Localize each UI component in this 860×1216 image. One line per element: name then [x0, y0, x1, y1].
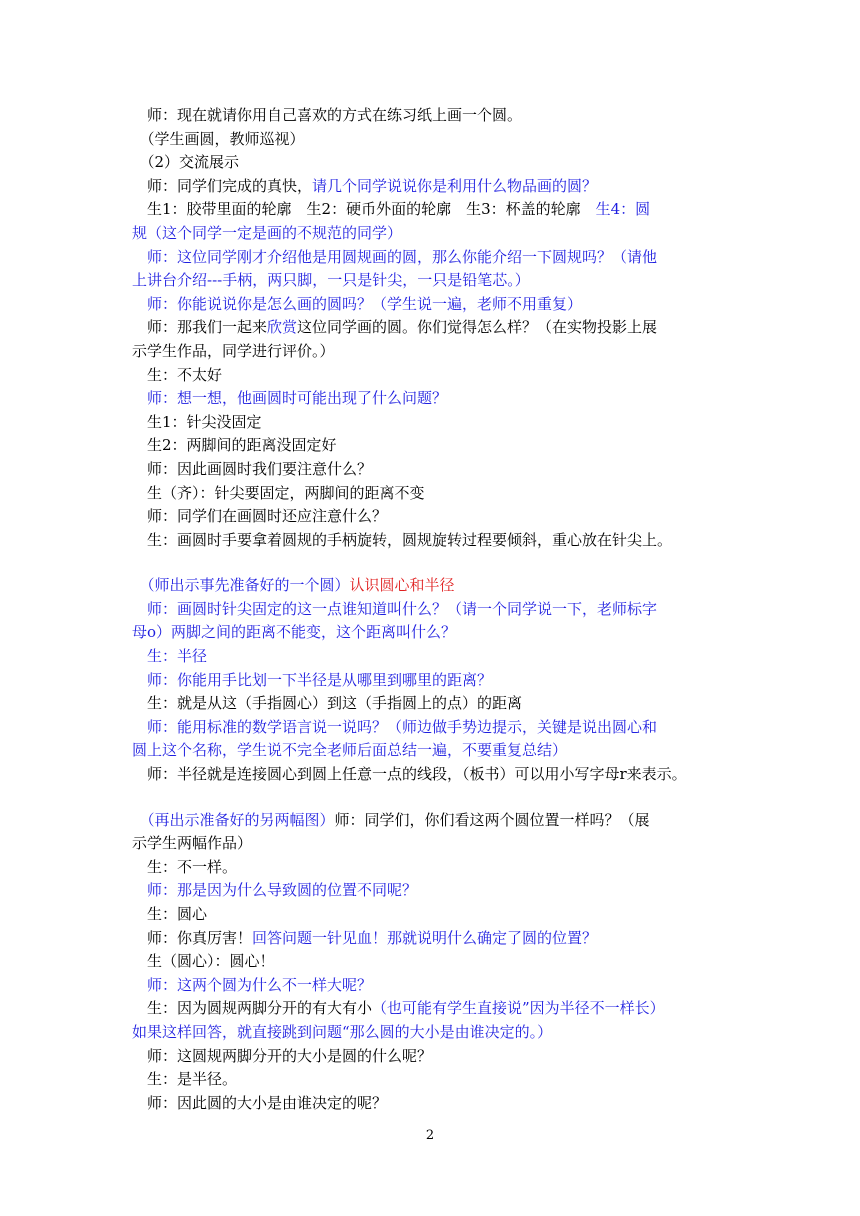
text-segment: 师：能用标准的数学语言说一说吗？（师边做手势边提示，关键是说出圆心和	[132, 717, 658, 736]
text-line	[132, 832, 742, 856]
page-number: 2	[425, 1128, 435, 1143]
text-segment: 师：你能用手比划一下半径是从哪里到哪里的距离？	[132, 670, 493, 689]
text-segment: 生（圆心）：圆心！	[132, 952, 275, 971]
text-segment: 师：这圆规两脚分开的大小是圆的什么呢？	[132, 1046, 433, 1065]
text-segment: 规（这个同学一定是画的不规范的同学）	[132, 223, 403, 242]
text-line	[132, 387, 742, 411]
text-segment: 生：不一样。	[132, 857, 238, 876]
text-segment: （也可能有学生直接说”因为半径不一样长）	[372, 999, 665, 1018]
text-line	[132, 716, 742, 740]
text-segment: 欣赏	[267, 318, 298, 337]
text-segment: 生4：圆	[595, 200, 651, 219]
text-segment: 生（齐）：针尖要固定，两脚间的距离不变	[132, 483, 425, 502]
text-line	[132, 293, 742, 317]
text-line	[132, 692, 742, 716]
text-segment: 师：因此圆的大小是由谁决定的呢？	[132, 1093, 388, 1112]
text-segment: 认识圆心和半径	[349, 576, 455, 595]
text-line	[132, 950, 742, 974]
text-line	[132, 222, 742, 246]
text-line	[132, 903, 742, 927]
text-line	[132, 458, 742, 482]
text-segment: 师：那是因为什么导致圆的位置不同呢？	[132, 881, 418, 900]
paragraph-gap	[132, 787, 742, 809]
text-segment: 师：因此画圆时我们要注意什么？	[132, 459, 373, 478]
text-segment: 师：画圆时针尖固定的这一点谁知道叫什么？（请一个同学说一下，老师标字	[132, 599, 658, 618]
text-line	[132, 669, 742, 693]
text-line	[132, 128, 742, 152]
text-segment: 师：想一想，他画圆时可能出现了什么问题？	[132, 389, 448, 408]
text-line	[132, 411, 742, 435]
text-line	[132, 269, 742, 293]
text-segment: 如果这样回答，就直接跳到问题“那么圆的大小是由谁决定的。）	[132, 1022, 553, 1041]
text-line	[132, 1092, 742, 1116]
text-segment: 生1：针尖没固定	[132, 412, 262, 431]
text-line	[132, 809, 742, 833]
text-line	[132, 621, 742, 645]
text-segment: 生：就是从这（手指圆心）到这（手指圆上的点）的距离	[132, 694, 523, 713]
text-line	[132, 198, 742, 222]
text-segment: 师：那我们一起来	[132, 318, 268, 337]
text-segment: 母o）两脚之间的距离不能变，这个距离叫什么？	[132, 623, 457, 642]
text-segment: 示学生两幅作品）	[132, 834, 253, 853]
text-line	[132, 879, 742, 903]
text-segment: 生：半径	[132, 647, 208, 666]
text-line	[132, 505, 742, 529]
paragraph-gap	[132, 552, 742, 574]
text-line	[132, 856, 742, 880]
text-segment: 示学生作品，同学进行评价。）	[132, 341, 335, 360]
text-segment: 师：你真厉害！	[132, 928, 253, 947]
text-line	[132, 434, 742, 458]
text-line	[132, 927, 742, 951]
text-segment: 生：画圆时手要拿着圆规的手柄旋转，圆规旋转过程要倾斜，重心放在针尖上。	[132, 530, 673, 549]
text-line	[132, 340, 742, 364]
text-line	[132, 574, 742, 598]
text-segment: 师：你能说说你是怎么画的圆吗？（学生说一遍，老师不用重复）	[132, 294, 583, 313]
text-line	[132, 151, 742, 175]
text-segment: 师：同学们，你们看这两个圆位置一样吗？（展	[334, 810, 650, 829]
text-line	[132, 645, 742, 669]
text-segment: 上讲台介绍---手柄，两只脚，一只是针尖，一只是铅笔芯。）	[132, 271, 530, 290]
text-line	[132, 482, 742, 506]
text-segment: （学生画圆，教师巡视）	[132, 129, 305, 148]
text-line	[132, 316, 742, 340]
text-line	[132, 739, 742, 763]
text-line	[132, 1068, 742, 1092]
text-segment: 生：圆心	[132, 905, 208, 923]
text-segment: 师：这位同学刚才介绍他是用圆规画的圆，那么你能介绍一下圆规吗？（请他	[132, 247, 658, 266]
text-segment: 师：半径就是连接圆心到圆上任意一点的线段，（板书）可以用小写字母r来表示。	[132, 765, 687, 784]
text-segment: （2）交流展示	[132, 153, 240, 172]
text-line	[132, 974, 742, 998]
text-segment: 生：因为圆规两脚分开的有大有小	[132, 999, 373, 1018]
text-segment: （再出示准备好的另两幅图）	[132, 810, 335, 829]
text-line	[132, 529, 742, 553]
text-segment: 生：不太好	[132, 365, 223, 384]
text-segment: 师：同学们在画圆时还应注意什么？	[132, 507, 388, 526]
text-segment: 回答问题一针见血！那就说明什么确定了圆的位置？	[252, 928, 598, 947]
text-line	[132, 104, 742, 128]
text-segment: 圆上这个名称，学生说不完全老师后面总结一遍，不要重复总结）	[132, 741, 568, 760]
text-line	[132, 598, 742, 622]
text-segment: 师：现在就请你用自己喜欢的方式在练习纸上画一个圆。	[132, 106, 523, 124]
text-segment: 师：同学们完成的真快，	[132, 176, 313, 195]
text-segment: 这位同学画的圆。你们觉得怎么样？（在实物投影上展	[297, 318, 658, 337]
text-segment: 请几个同学说说你是利用什么物品画的圆？	[312, 176, 598, 195]
text-segment: 生2：两脚间的距离没固定好	[132, 436, 337, 455]
text-line	[132, 1021, 742, 1045]
text-line	[132, 1045, 742, 1069]
text-line	[132, 763, 742, 787]
text-line	[132, 246, 742, 270]
text-segment: 师：这两个圆为什么不一样大呢？	[132, 975, 373, 994]
lesson-transcript	[132, 104, 742, 1115]
text-segment: （师出示事先准备好的一个圆）	[132, 576, 350, 595]
text-line	[132, 364, 742, 388]
text-line	[132, 997, 742, 1021]
text-segment: 生1：胶带里面的轮廓 生2：硬币外面的轮廓 生3：杯盖的轮廓	[132, 200, 596, 219]
text-line	[132, 175, 742, 199]
text-segment: 生：是半径。	[132, 1070, 238, 1089]
